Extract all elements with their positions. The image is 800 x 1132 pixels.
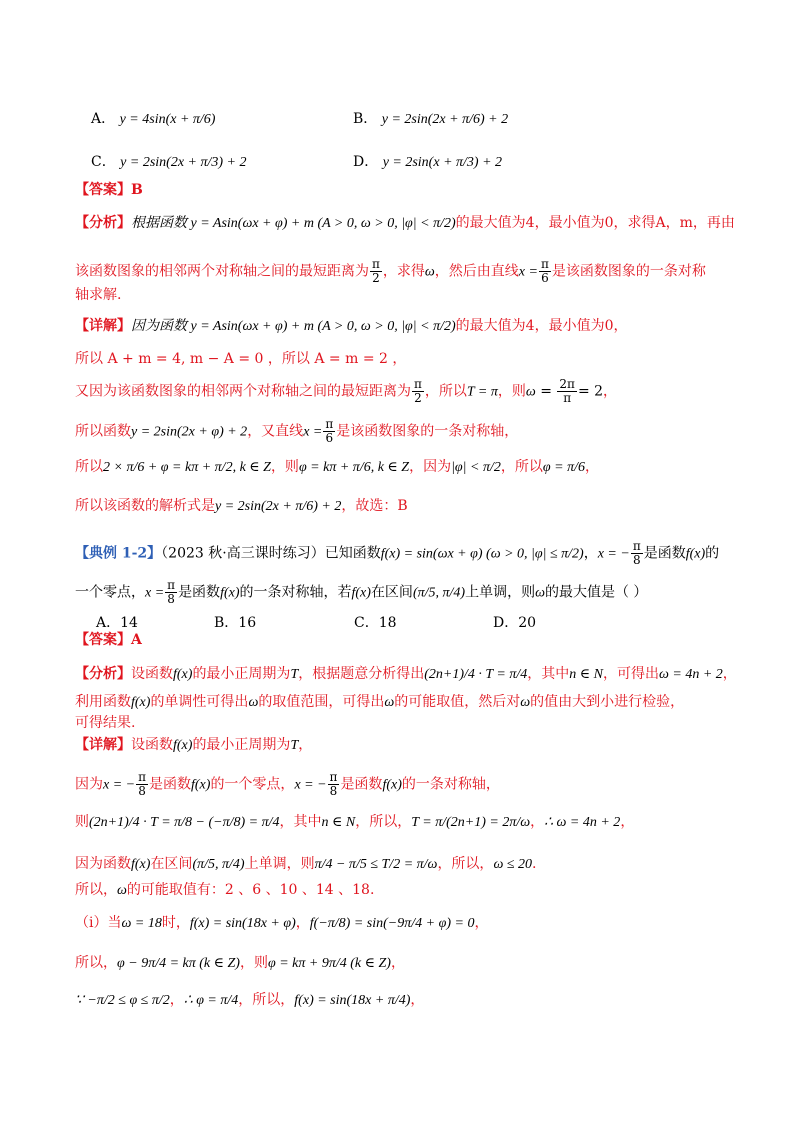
text-span: （i）当 [75, 915, 122, 931]
text-span: （2023 秋·高三课时练习）已知函数 [161, 545, 381, 562]
text-span: 利用函数 [75, 694, 131, 710]
option-label: D． [493, 615, 519, 631]
option-label: C． [91, 154, 116, 170]
omega-symbol: ω [424, 264, 435, 280]
text-span: 设函数 [131, 666, 173, 682]
text-span: 因为函数 [75, 856, 131, 872]
text-span: ，则 [239, 955, 268, 971]
math-expr: = 2 [577, 383, 604, 400]
numerator: π [329, 770, 338, 784]
text-span: 所以 [75, 459, 103, 475]
math-expr: f(x) [173, 667, 193, 682]
answer-1 [75, 180, 143, 200]
math-expr: 2 × π/6 + φ = kπ + π/2, k ∈ Z [103, 460, 271, 475]
math-expr: x = − [103, 777, 136, 793]
text-span: ，可得出 [602, 666, 659, 682]
text-span: 的可能取值，然后对 [394, 694, 521, 710]
text-span: 可得结果. [75, 715, 136, 731]
text-span: 的最小正周期为 [192, 666, 291, 682]
denominator: 8 [167, 592, 175, 606]
math-expr: (2n+1)/4 · T = π/8 − (−π/8) = π/4 [89, 815, 280, 830]
text-span: ，其中 [279, 814, 322, 830]
numerator: 2π [559, 377, 575, 391]
omega-symbol: ω [525, 384, 536, 400]
analysis-tag: 【分析】 [75, 215, 131, 231]
text-span: 是函数 [178, 584, 221, 601]
option-expr: y = 2sin(2x + π/6) + 2 [381, 112, 509, 127]
text-span: 则 [75, 814, 89, 830]
denominator: 2 [372, 271, 380, 285]
option-value: 18 [378, 615, 397, 631]
fraction-pi-8 [328, 771, 340, 798]
math-expr: y = 2sin(2x + π/6) + 2 [215, 499, 342, 514]
answer-tag: 【答案】 [75, 182, 131, 198]
option-c [354, 612, 397, 632]
detail-2-line-4 [75, 854, 536, 875]
math-expr: f(x) [191, 777, 211, 793]
text-span: 上单调，则 [465, 584, 536, 601]
math-expr: ω = 18 [121, 916, 162, 931]
text-span: ， [169, 992, 184, 1008]
option-value: 20 [518, 615, 537, 631]
answer-2 [75, 630, 142, 650]
text-span: 又因为该函数图象的相邻两个对称轴之间的最短距离为 [75, 383, 411, 400]
denominator: π [563, 391, 572, 405]
option-expr: y = 2sin(2x + π/3) + 2 [120, 155, 247, 170]
detail-2-line-6: （i）当ω = 18时，f(x) = sin(18x + φ)，f(−π/8) = sin(−9π/4 + φ) = 0， [75, 915, 489, 931]
math-expr: φ = π/6 [542, 460, 585, 475]
text-span: 所以函数 [75, 423, 131, 440]
fraction-pi-2 [412, 378, 424, 405]
math-expr: y = 2sin(2x + φ) + 2 [131, 424, 248, 440]
omega-symbol: ω [117, 883, 127, 898]
text-span: ，所以， [355, 814, 412, 830]
numerator: π [540, 257, 549, 271]
fraction-pi-8 [165, 579, 177, 606]
math-expr: 根据函数 y = Asin(ωx + φ) + m (A > 0, ω > 0, |φ| < π/2) [131, 216, 456, 231]
text-span: 的最大值是（ ） [544, 584, 648, 601]
text-span: . [532, 856, 537, 872]
text-span: ，则 [270, 459, 299, 475]
math-expr: x = − [294, 777, 327, 793]
text-span: ，其中 [527, 666, 570, 682]
numerator: π [372, 257, 380, 271]
option-label: D． [353, 154, 379, 170]
text-span: ，所以 [500, 459, 543, 475]
math-expr: T [290, 667, 299, 682]
option-b [353, 108, 508, 128]
text-span: 的一条对称轴， [401, 776, 500, 793]
text-span: 是该函数图象的一条对称轴， [336, 423, 519, 440]
analysis-2-line-1 [75, 664, 737, 685]
fraction-pi-8 [631, 540, 643, 567]
denominator: 8 [632, 553, 641, 567]
text-span: ，所以， [238, 992, 295, 1008]
detail-2-line-1: 【详解】设函数f(x)的最小正周期为T， [75, 737, 313, 753]
numerator: π [414, 377, 422, 391]
math-expr: T = π/(2n+1) = 2π/ω [411, 815, 531, 830]
detail-1-line-5: 所以2 × π/6 + φ = kπ + π/2, k ∈ Z，则φ = kπ + π/6, k ∈ Z，因为|φ| < π/2，所以φ = π/6， [75, 459, 599, 475]
text-span: ，求得 [382, 263, 425, 280]
text-span: 的值由大到小进行检验， [530, 694, 685, 710]
fraction-pi-2 [370, 258, 382, 285]
text-span: 所以该函数的解析式是 [75, 498, 215, 514]
math-expr: n ∈ N [569, 667, 603, 682]
text-span: ， [410, 992, 425, 1008]
option-d [493, 612, 536, 632]
text-span: 的最小正周期为 [192, 737, 291, 753]
text-span: 的取值范围，可得出 [258, 694, 385, 710]
fraction-pi-8 [136, 771, 148, 798]
math-expr: (π/5, π/4) [192, 857, 245, 872]
math-expr: T = π [466, 384, 498, 400]
option-a [96, 612, 138, 632]
math-expr: 因为函数 y = Asin(ωx + φ) + m (A > 0, ω > 0, |φ| < π/2) [131, 319, 456, 334]
math-expr: f(x) [685, 546, 706, 562]
math-expr: x = [518, 264, 538, 280]
text-span: ， [620, 814, 635, 830]
text-span: 是函数 [340, 776, 383, 793]
math-expr: ∵ −π/2 ≤ φ ≤ π/2 [75, 993, 170, 1008]
text-span: ， [583, 545, 598, 562]
text-span: ，所以， [437, 856, 494, 872]
option-label: A． [91, 111, 116, 127]
math-expr: φ = kπ + π/6, k ∈ Z [298, 460, 410, 475]
math-expr: ω ≤ 20 [493, 857, 533, 872]
detail-1-line-6 [75, 496, 408, 517]
text-span: 一个零点， [75, 584, 145, 601]
text-span: ， [722, 666, 737, 682]
math-expr: T [290, 738, 299, 753]
math-expr: (π/5, π/4) [412, 585, 466, 601]
text-span: 的可能取值有：2 、6 、10 、14 、18. [126, 882, 375, 898]
numerator: π [167, 578, 176, 592]
omega-symbol: ω [535, 585, 545, 601]
denominator: 6 [325, 431, 334, 445]
text-span: ， [295, 915, 310, 931]
math-expr: φ = kπ + 9π/4 (k ∈ Z) [267, 956, 391, 971]
text-span: 的 [705, 545, 720, 562]
math-expr: f(x) [220, 585, 240, 601]
fraction-2pi-pi [557, 378, 577, 405]
text-span: 是函数 [643, 545, 686, 562]
text-span: 在区间 [370, 584, 413, 601]
option-c [91, 151, 247, 171]
math-expr: f(−π/8) = sin(−9π/4 + φ) = 0 [309, 916, 475, 931]
math-expr: |φ| < π/2 [451, 460, 501, 475]
math-expr: (2n+1)/4 · T = π/4 [424, 667, 528, 682]
text-span: ，又直线 [247, 423, 304, 440]
math-expr: f(x) [351, 585, 371, 601]
math-expr: n ∈ N [321, 815, 356, 830]
option-value: 14 [120, 615, 138, 631]
math-expr: f(x) = sin(18x + φ) [189, 916, 296, 931]
text-span: 的最大值为4，最小值为0，求得A，m，再由 [455, 215, 735, 231]
analysis-2-line-2 [75, 692, 684, 713]
math-expr: f(x) = sin(18x + π/4) [294, 993, 411, 1008]
text-span: ，根据题意分析得出 [298, 666, 425, 682]
detail-tag: 【详解】 [75, 737, 131, 753]
math-expr: ω = 4n + 2 [658, 667, 723, 682]
answer-tag: 【答案】 [75, 632, 131, 648]
analysis-2-line-3 [75, 713, 135, 733]
math-expr: f(x) [382, 777, 402, 793]
text-span: 是该函数图象的一条对称 [551, 263, 706, 280]
detail-1-line-3: 又因为该函数图象的相邻两个对称轴之间的最短距离为 $\frac{\pi}{2}$ ，所以T = π，则ω = $\frac{2\pi}{\pi}$ = 2， [75, 377, 618, 405]
detail-2-line-2 [75, 771, 500, 798]
text-span: 该函数图象的相邻两个对称轴之间的最短距离为 [75, 263, 369, 280]
math-expr: x = [303, 424, 323, 440]
example-line-2 [75, 579, 647, 606]
text-span: 是函数 [149, 776, 191, 793]
text-span: 所以， [75, 955, 117, 971]
fraction-pi-6 [539, 258, 551, 285]
detail-1-line-2 [75, 349, 406, 369]
text-span: 的一条对称轴，若 [239, 584, 352, 601]
denominator: 6 [541, 271, 549, 285]
numerator: π [632, 539, 641, 553]
text-span: ，所以 [424, 383, 467, 400]
text-span: 的最大值为4，最小值为0， [455, 318, 628, 334]
option-a [91, 108, 215, 128]
detail-2-line-5 [75, 880, 374, 901]
numerator: π [138, 770, 146, 784]
option-label: B． [353, 111, 378, 127]
option-value: 16 [238, 615, 257, 631]
denominator: 8 [138, 784, 146, 798]
text-span: 所以 A + m = 4, m − A = 0 ，所以 A = m = 2 ， [75, 351, 407, 367]
text-span: ，故选：B [341, 498, 408, 514]
text-span: 时， [161, 915, 190, 931]
math-expr: ∴ ω = 4n + 2 [544, 815, 621, 830]
denominator: 8 [329, 784, 338, 798]
text-span: 因为 [75, 776, 103, 793]
text-span: ，然后由直线 [434, 263, 519, 280]
text-span: 设函数 [131, 737, 173, 753]
text-span: ， [390, 955, 405, 971]
math-expr: f(x) [131, 695, 151, 710]
option-label: A． [96, 615, 121, 631]
math-expr: x = − [597, 546, 630, 562]
analysis-1-line-2 [75, 258, 706, 285]
text-span: ，因为 [409, 459, 452, 475]
analysis-1-line-1 [75, 213, 735, 234]
numerator: π [325, 417, 334, 431]
math-expr: f(x) = sin(ωx + φ) (ω > 0, |φ| ≤ π/2) [380, 546, 584, 562]
math-expr: f(x) [173, 738, 193, 753]
option-b [214, 612, 256, 632]
text-span: ，则 [497, 383, 526, 400]
option-expr: y = 4sin(x + π/6) [119, 112, 216, 127]
analysis-1-line-3 [75, 285, 121, 305]
math-expr: ∴ φ = π/4 [183, 993, 239, 1008]
math-expr: x = [145, 585, 165, 601]
fraction-pi-6 [323, 418, 335, 445]
detail-1-line-1 [75, 316, 628, 337]
omega-symbol: ω [384, 695, 395, 710]
omega-symbol: ω [520, 695, 531, 710]
math-expr: π/4 − π/5 ≤ T/2 = π/ω [314, 857, 438, 872]
detail-1-line-4 [75, 418, 518, 445]
example-tag: 【典例 1-2】 [75, 545, 162, 562]
text-span: 的一个零点， [210, 776, 295, 793]
detail-2-line-8 [75, 990, 424, 1011]
omega-symbol: ω [248, 695, 259, 710]
detail-2-line-3: 则(2n+1)/4 · T = π/8 − (−π/8) = π/4，其中n ∈ N，所以，T = π/(2n+1) = 2π/ω，∴ ω = 4n + 2， [75, 814, 635, 830]
detail-2-line-7 [75, 953, 405, 974]
example-line-1 [75, 540, 719, 567]
text-span: 在区间 [150, 856, 193, 872]
text-span: 轴求解. [75, 287, 122, 303]
option-label: C． [354, 615, 379, 631]
text-span: 上单调，则 [244, 856, 315, 872]
option-label: B． [214, 615, 239, 631]
analysis-tag: 【分析】 [75, 666, 131, 682]
math-expr: f(x) [131, 857, 151, 872]
option-expr: y = 2sin(x + π/3) + 2 [382, 155, 503, 170]
denominator: 2 [414, 391, 422, 405]
detail-tag: 【详解】 [75, 318, 131, 334]
math-expr: φ − 9π/4 = kπ (k ∈ Z) [117, 956, 240, 971]
text-span: 所以， [75, 882, 117, 898]
answer-value: B [131, 182, 143, 198]
answer-value: A [131, 632, 142, 648]
text-span: 的单调性可得出 [150, 694, 249, 710]
option-d [353, 151, 502, 171]
